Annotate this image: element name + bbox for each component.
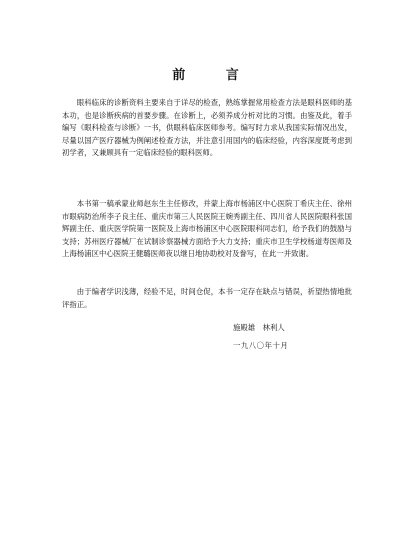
signature-date: 一九八〇年十月: [233, 341, 289, 350]
paragraph-1: 眼科临床的诊断资料主要来自于详尽的检查，熟练掌握常用检查方法是眼科医师的基本功，也是诊断疾病的首要步骤。在诊断上，必须养成分析对比的习惯。由鉴及此，着手编写《眼科检查与诊断》一书，供眼科临床医师参考。编写时力求从我国实际情况出发，尽量以国产医疗器械为例阐述检查方法，并注意引用国内的临床经验，内容深度既考虑到初学者，又兼顾具有一定临床经验的眼科医师。: [62, 98, 352, 158]
paragraph-2: 本书第一稿承蒙业师赵东生主任修改，并蒙上海市杨浦区中心医院丁希庆主任、徐州市眼病防治所李子良主任、重庆市第三人民医院王婉秀副主任、四川省人民医院眼科张国辉副主任、重庆医学院第一医院及上海市杨浦区中心医院眼科同志们，给予我们的鼓励与支持；苏州医疗器械厂在试制诊察器械方面给予大力支持；重庆市卫生学校杨道寿医师及上海杨浦区中心医院王健璐医师夜以继日地协助校对及誊写，在此一并致谢。: [62, 199, 352, 259]
paragraph-3: 由于编者学识浅薄，经验不足，时间仓促，本书一定存在缺点与错误，祈望热情地批评指正。: [62, 287, 352, 309]
paragraph-2-block: [62, 198, 352, 261]
paragraph-3-block: [62, 286, 352, 311]
paragraph-1-block: [62, 97, 352, 160]
author-signature: 施殿雄 林利人: [233, 323, 285, 332]
page-title: 前 言: [172, 68, 257, 83]
